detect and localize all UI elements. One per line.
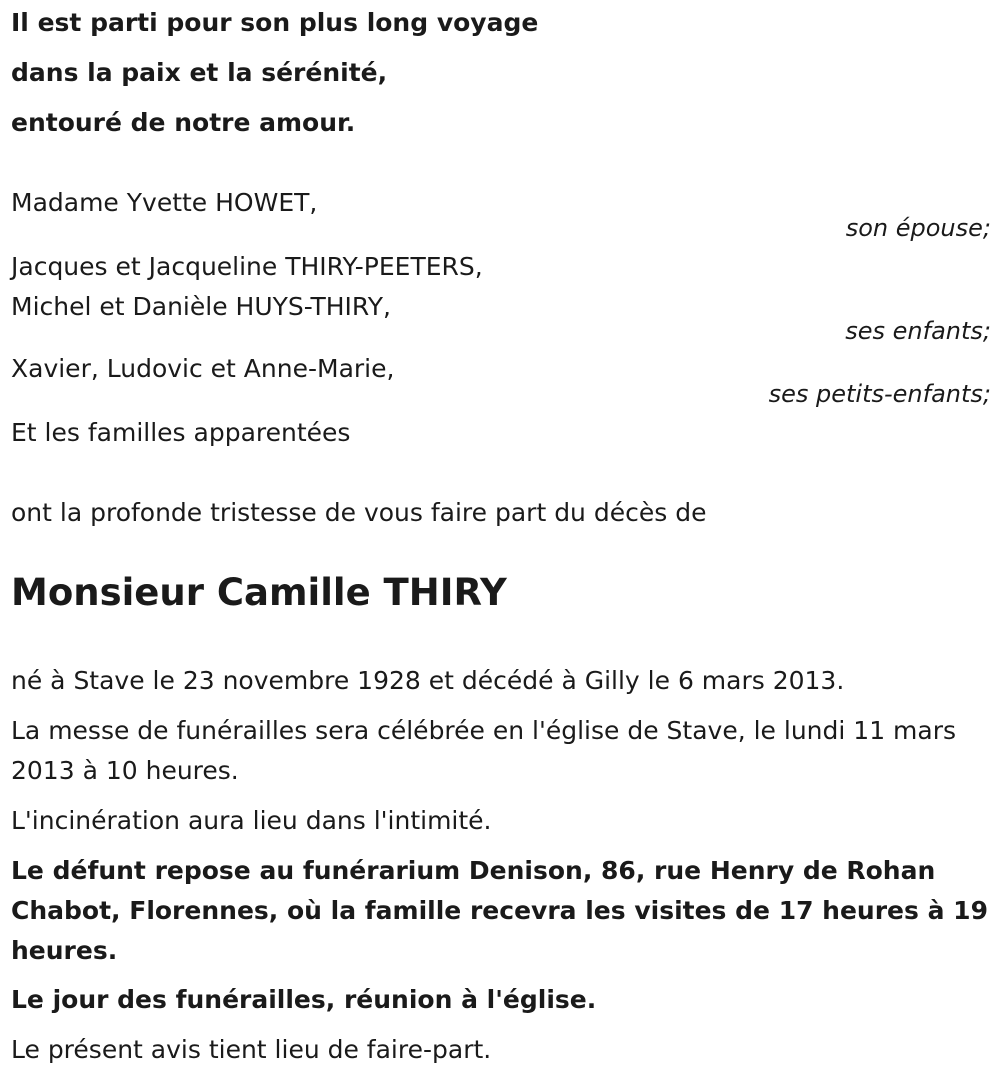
grandchildren-names: Xavier, Ludovic et Anne-Marie,: [11, 354, 395, 383]
child-line-2: Michel et Danièle HUYS-THIRY,: [11, 292, 391, 321]
notice-line: Le présent avis tient lieu de faire-part.: [11, 1035, 492, 1064]
grandchildren-role: ses petits-enfants;: [768, 380, 991, 408]
intro-line-3: entouré de notre amour.: [11, 108, 356, 137]
deceased-name: Monsieur Camille THIRY: [11, 571, 507, 614]
cremation-line: L'incinération aura lieu dans l'intimité.: [11, 806, 492, 835]
children-role: ses enfants;: [845, 317, 991, 345]
intro-line-1: Il est parti pour son plus long voyage: [11, 8, 539, 37]
birth-death-line: né à Stave le 23 novembre 1928 et décédé à Gilly le 6 mars 2013.: [11, 666, 845, 695]
announcement-line: ont la profonde tristesse de vous faire part du décès de: [11, 498, 707, 527]
relatives-line: Et les familles apparentées: [11, 418, 351, 447]
child-line-1: Jacques et Jacqueline THIRY-PEETERS,: [11, 252, 483, 281]
meeting-line: Le jour des funérailles, réunion à l'église.: [11, 985, 597, 1014]
spouse-name: Madame Yvette HOWET,: [11, 188, 318, 217]
repose-paragraph: Le défunt repose au funérarium Denison, 86, rue Henry de Rohan Chabot, Florennes, où la famille recevra les visites de 17 heures à 19 heures.: [11, 856, 988, 965]
mass-paragraph: La messe de funérailles sera célébrée en l'église de Stave, le lundi 11 mars 2013 à 10 heures.: [11, 716, 957, 785]
intro-line-2: dans la paix et la sérénité,: [11, 58, 388, 87]
spouse-role: son épouse;: [845, 214, 991, 242]
